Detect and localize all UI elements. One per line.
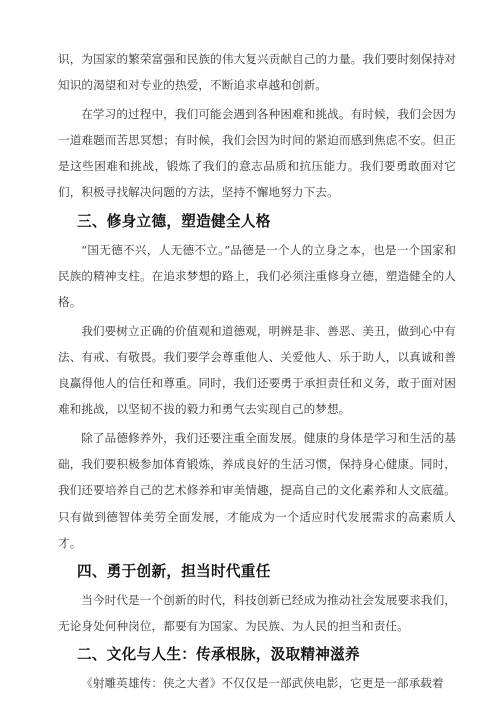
paragraph-study-challenges: 在学习的过程中，我们可能会遇到各种困难和挑战。有时候，我们会因为一道难题而苦思冥想；有时候，我们会因为时间的紧迫而感到焦虑不安。但正是这些困难和挑战，锻炼了我们的意志品质和抗压能力。我们要勇敢面对它们，积极寻找解决问题的方法，坚持不懈地努力下去。	[58, 107, 456, 200]
section-heading-culture: 二、文化与人生：传承根脉，汲取精神滋养	[76, 645, 360, 663]
section-heading-4: 四、勇于创新，担当时代重任	[76, 562, 271, 580]
section-heading-3: 三、修身立德，塑造健全人格	[76, 212, 271, 230]
paragraph-all-round-development: 除了品德修养外，我们还要注重全面发展。健康的身体是学习和生活的基础，我们要积极参加体育锻炼，养成良好的生活习惯，保持身心健康。同时，我们还要培养自己的艺术修养和审美情趣，提高自己的文化素养和人文底蕴。只有做到德智体美劳全面发展，才能成为一个适应时代发展需求的高素质人才。	[58, 431, 456, 550]
paragraph-morality-intro: “国无德不兴，人无德不立。”品德是一个人的立身之本，也是一个国家和民族的精神支柱。在追求梦想的路上，我们必须注重修身立德，塑造健全的人格。	[58, 242, 456, 309]
paragraph-film: 《射雕英雄传：侠之大者》不仅仅是一部武侠电影，它更是一部承载着	[81, 675, 444, 690]
paragraph-innovation: 当今时代是一个创新的时代，科技创新已经成为推动社会发展要求我们，无论身处何种岗位，都要有为国家、为民族、为人民的担当和责任。	[58, 592, 456, 633]
paragraph-values: 我们要树立正确的价值观和道德观，明辨是非、善恶、美丑，做到心中有法、有戒、有敬畏。我们要学会尊重他人、关爱他人、乐于助人，以真诚和善良赢得他人的信任和尊重。同时，我们还要勇于承担责任和义务，敢于面对困难和挑战，以坚韧不拔的毅力和勇气去实现自己的梦想。	[58, 323, 456, 417]
document-body	[58, 46, 456, 696]
paragraph-continuation: 识，为国家的繁荣富强和民族的伟大复兴贡献自己的力量。我们要时刻保持对知识的渴望和对专业的热爱，不断追求卓越和创新。	[58, 52, 456, 93]
